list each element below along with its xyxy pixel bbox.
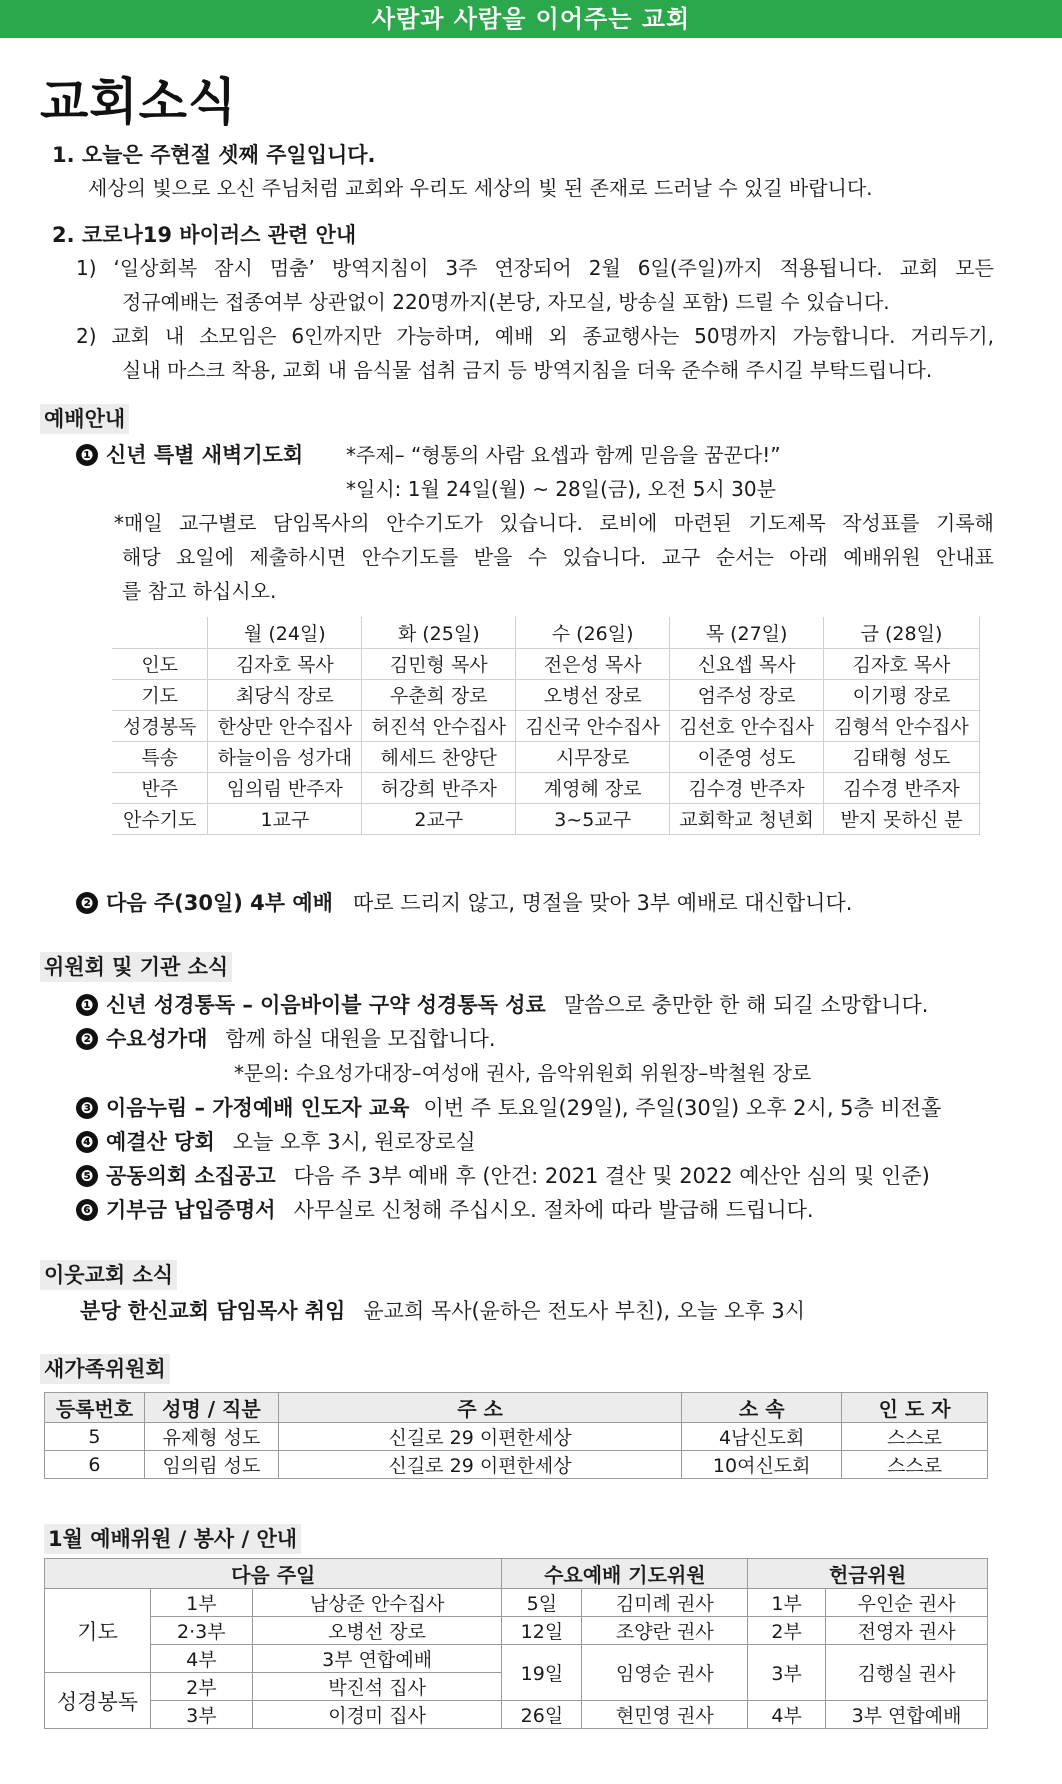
committee-item-body: 오늘 오후 3시, 원로장로실 xyxy=(232,1130,476,1154)
newfamily-header-cell: 주 소 xyxy=(278,1393,681,1423)
schedule-cell: 김선호 안수집사 xyxy=(670,710,824,741)
schedule-header-cell xyxy=(112,617,208,648)
date-cell: 12일 xyxy=(502,1617,582,1645)
notice-1-body: 세상의 빛으로 오신 주님처럼 교회와 우리도 세상의 빛 된 존재로 드러날 수 있길 바랍니다. xyxy=(88,176,873,200)
schedule-cell: 허진석 안수집사 xyxy=(362,710,516,741)
person-cell: 오병선 장로 xyxy=(252,1617,502,1645)
schedule-cell: 엄주성 장로 xyxy=(670,679,824,710)
newfamily-cell: 6 xyxy=(45,1451,145,1479)
notice-1-heading: 1. 오늘은 주현절 셋째 주일입니다. xyxy=(52,143,376,167)
date-cell: 5일 xyxy=(502,1589,582,1617)
schedule-cell: 김수경 반주자 xyxy=(670,772,824,803)
schedule-cell: 이준영 성도 xyxy=(670,741,824,772)
person-cell: 남상준 안수집사 xyxy=(252,1589,502,1617)
committee-item-3 xyxy=(76,1091,941,1125)
number-3-badge: ❸ xyxy=(76,1097,98,1119)
schedule-row-label: 성경봉독 xyxy=(112,710,208,741)
schedule-cell: 헤세드 찬양단 xyxy=(362,741,516,772)
newfamily-cell: 스스로 xyxy=(842,1451,988,1479)
table-row xyxy=(45,1423,988,1451)
schedule-cell: 김신국 안수집사 xyxy=(516,710,670,741)
schedule-cell: 김자호 목사 xyxy=(208,648,362,679)
january-header-row xyxy=(45,1559,988,1589)
newfamily-cell: 스스로 xyxy=(842,1423,988,1451)
schedule-cell: 허강희 반주자 xyxy=(362,772,516,803)
table-row xyxy=(112,741,980,772)
committee-item-body: 다음 주 3부 예배 후 (안건: 2021 결산 및 2022 예산안 심의 및 인준) xyxy=(293,1164,930,1188)
next-week-4th-service-body: 따로 드리지 않고, 명절을 맞아 3부 예배로 대신합니다. xyxy=(352,891,853,915)
notice-2-item-2-line-2: 실내 마스크 착용, 교회 내 음식물 섭취 금지 등 방역지침을 더욱 준수해 주시길 부탁드립니다. xyxy=(122,358,933,382)
worship-section-heading: 예배안내 xyxy=(40,404,129,434)
dawn-prayer-schedule-table xyxy=(112,617,980,835)
newfamily-cell: 유제형 성도 xyxy=(144,1423,278,1451)
schedule-cell: 김민형 목사 xyxy=(362,648,516,679)
newfamily-header-cell: 등록번호 xyxy=(45,1393,145,1423)
schedule-row-label: 기도 xyxy=(112,679,208,710)
committee-item-body: 사무실로 신청해 주십시오. 절차에 따라 발급해 드립니다. xyxy=(293,1198,814,1222)
number-1-badge: ❶ xyxy=(76,444,98,466)
committee-section-heading: 위원회 및 기관 소식 xyxy=(40,952,232,982)
person-cell: 3부 연합예배 xyxy=(252,1645,502,1673)
notice-2-item-1-line-2: 정규예배는 접종여부 상관없이 220명까지(본당, 자모실, 방송실 포함) 드릴 수 있습니다. xyxy=(122,290,890,314)
schedule-cell: 김수경 반주자 xyxy=(824,772,980,803)
dawn-prayer-note-line-1: *매일 교구별로 담임목사의 안수기도가 있습니다. 로비에 마련된 기도제목 작성표를 기록해 xyxy=(114,511,994,535)
committee-item-6 xyxy=(76,1193,814,1227)
choir-contact: *문의: 수요성가대장–여성애 권사, 음악위원회 위원장–박철원 장로 xyxy=(234,1061,812,1085)
number-2-badge: ❷ xyxy=(76,892,98,914)
table-row xyxy=(45,1589,988,1617)
newfamily-cell: 10여신도회 xyxy=(682,1451,842,1479)
newfamily-table xyxy=(44,1392,988,1479)
table-row xyxy=(112,648,980,679)
committee-item-body: 함께 하실 대원을 모집합니다. xyxy=(225,1027,496,1051)
january-worship-table xyxy=(44,1558,988,1729)
table-row xyxy=(45,1645,988,1673)
schedule-cell: 김형석 안수집사 xyxy=(824,710,980,741)
schedule-cell: 임의림 반주자 xyxy=(208,772,362,803)
number-2-badge: ❷ xyxy=(76,1028,98,1050)
table-row xyxy=(112,710,980,741)
table-row xyxy=(45,1701,988,1729)
schedule-row-label: 안수기도 xyxy=(112,803,208,834)
date-cell: 26일 xyxy=(502,1701,582,1729)
schedule-cell: 오병선 장로 xyxy=(516,679,670,710)
notice-2-heading: 2. 코로나19 바이러스 관련 안내 xyxy=(52,223,357,247)
header-banner: 사람과 사람을 이어주는 교회 xyxy=(0,0,1062,38)
schedule-cell: 최당식 장로 xyxy=(208,679,362,710)
newfamily-header-row xyxy=(45,1393,988,1423)
next-sunday-header: 다음 주일 xyxy=(45,1559,502,1589)
table-row xyxy=(45,1617,988,1645)
number-4-badge: ❹ xyxy=(76,1131,98,1153)
newfamily-header-cell: 소 속 xyxy=(682,1393,842,1423)
schedule-cell: 우춘희 장로 xyxy=(362,679,516,710)
number-6-badge: ❻ xyxy=(76,1199,98,1221)
schedule-cell: 3~5교구 xyxy=(516,803,670,834)
schedule-cell: 김태형 성도 xyxy=(824,741,980,772)
person-cell: 김미례 권사 xyxy=(582,1589,748,1617)
committee-item-2 xyxy=(76,1022,496,1056)
committee-item-5 xyxy=(76,1159,930,1193)
committee-item-body: 말씀으로 충만한 한 해 되길 소망합니다. xyxy=(563,993,929,1017)
dawn-prayer-date: *일시: 1월 24일(월) ~ 28일(금), 오전 5시 30분 xyxy=(346,477,776,501)
schedule-cell: 한상만 안수집사 xyxy=(208,710,362,741)
schedule-header-cell: 목 (27일) xyxy=(670,617,824,648)
schedule-cell: 2교구 xyxy=(362,803,516,834)
schedule-cell: 하늘이음 성가대 xyxy=(208,741,362,772)
committee-item-body: 이번 주 토요일(29일), 주일(30일) 오후 2시, 5층 비전홀 xyxy=(423,1096,942,1120)
schedule-cell: 신요셉 목사 xyxy=(670,648,824,679)
schedule-cell: 김자호 목사 xyxy=(824,648,980,679)
newfamily-header-cell: 성명 / 직분 xyxy=(144,1393,278,1423)
dawn-prayer-note-line-3: 를 참고 하십시오. xyxy=(122,579,277,603)
number-1-badge: ❶ xyxy=(76,994,98,1016)
person-cell: 이경미 집사 xyxy=(252,1701,502,1729)
person-cell: 임영순 권사 xyxy=(582,1645,748,1701)
newfamily-section-heading: 새가족위원회 xyxy=(40,1354,170,1384)
committee-item-1 xyxy=(76,988,928,1022)
prayer-label: 기도 xyxy=(45,1589,151,1673)
dawn-prayer-theme: *주제– “형통의 사람 요셉과 함께 믿음을 꿈꾼다!” xyxy=(346,443,781,467)
person-cell: 3부 연합예배 xyxy=(826,1701,988,1729)
schedule-cell: 1교구 xyxy=(208,803,362,834)
service-cell: 2·3부 xyxy=(150,1617,252,1645)
worship-item-1-heading xyxy=(76,438,303,472)
person-cell: 조양란 권사 xyxy=(582,1617,748,1645)
schedule-header-cell: 월 (24일) xyxy=(208,617,362,648)
schedule-cell: 계영혜 장로 xyxy=(516,772,670,803)
dawn-prayer-note-line-2: 해당 요일에 제출하시면 안수기도를 받을 수 있습니다. 교구 순서는 아래 예배위원 안내표 xyxy=(122,545,994,569)
service-cell: 3부 xyxy=(748,1645,826,1701)
reading-label: 성경봉독 xyxy=(45,1673,151,1729)
committee-item-title: 신년 성경통독 – 이음바이블 구약 성경통독 성료 xyxy=(106,993,546,1017)
neighbor-news-body: 윤교희 목사(윤하은 전도사 부친), 오늘 오후 3시 xyxy=(363,1299,805,1323)
service-cell: 1부 xyxy=(748,1589,826,1617)
person-cell: 현민영 권사 xyxy=(582,1701,748,1729)
committee-item-title: 기부금 납입증명서 xyxy=(106,1198,276,1222)
person-cell: 전영자 권사 xyxy=(826,1617,988,1645)
offering-header: 헌금위원 xyxy=(748,1559,988,1589)
service-cell: 2부 xyxy=(748,1617,826,1645)
person-cell: 우인순 권사 xyxy=(826,1589,988,1617)
newfamily-cell: 4남신도회 xyxy=(682,1423,842,1451)
schedule-row-label: 인도 xyxy=(112,648,208,679)
neighbor-news-title: 분당 한신교회 담임목사 취임 xyxy=(80,1299,346,1323)
neighbor-news xyxy=(80,1294,805,1328)
newfamily-cell: 임의림 성도 xyxy=(144,1451,278,1479)
service-cell: 4부 xyxy=(748,1701,826,1729)
notice-2-item-1-line-1: 1) ‘일상회복 잠시 멈춤’ 방역지침이 3주 연장되어 2월 6일(주일)까지 적용됩니다. 교회 모든 xyxy=(76,256,994,280)
table-row xyxy=(112,679,980,710)
committee-item-4 xyxy=(76,1125,476,1159)
schedule-header-cell: 금 (28일) xyxy=(824,617,980,648)
newfamily-cell: 5 xyxy=(45,1423,145,1451)
committee-item-title: 공동의회 소집공고 xyxy=(106,1164,276,1188)
person-cell: 박진석 집사 xyxy=(252,1673,502,1701)
table-row xyxy=(112,772,980,803)
table-row xyxy=(45,1451,988,1479)
neighbor-section-heading: 이웃교회 소식 xyxy=(40,1260,177,1290)
service-cell: 3부 xyxy=(150,1701,252,1729)
person-cell: 김행실 권사 xyxy=(826,1645,988,1701)
schedule-row-label: 반주 xyxy=(112,772,208,803)
schedule-cell: 교회학교 청년회 xyxy=(670,803,824,834)
date-cell: 19일 xyxy=(502,1645,582,1701)
committee-item-title: 예결산 당회 xyxy=(106,1130,215,1154)
schedule-header-row xyxy=(112,617,980,648)
schedule-header-cell: 화 (25일) xyxy=(362,617,516,648)
service-cell: 4부 xyxy=(150,1645,252,1673)
page-title: 교회소식 xyxy=(40,72,238,131)
schedule-cell: 받지 못하신 분 xyxy=(824,803,980,834)
newfamily-cell: 신길로 29 이편한세상 xyxy=(278,1451,681,1479)
service-cell: 1부 xyxy=(150,1589,252,1617)
service-cell: 2부 xyxy=(150,1673,252,1701)
table-row xyxy=(112,803,980,834)
committee-item-title: 이음누림 – 가정예배 인도자 교육 xyxy=(106,1096,410,1120)
number-5-badge: ❺ xyxy=(76,1165,98,1187)
newfamily-header-cell: 인 도 자 xyxy=(842,1393,988,1423)
schedule-cell: 이기평 장로 xyxy=(824,679,980,710)
schedule-cell: 시무장로 xyxy=(516,741,670,772)
schedule-cell: 전은성 목사 xyxy=(516,648,670,679)
newfamily-cell: 신길로 29 이편한세상 xyxy=(278,1423,681,1451)
next-week-4th-service-title: 다음 주(30일) 4부 예배 xyxy=(106,891,333,915)
schedule-row-label: 특송 xyxy=(112,741,208,772)
january-section-heading: 1월 예배위원 / 봉사 / 안내 xyxy=(44,1524,301,1554)
schedule-header-cell: 수 (26일) xyxy=(516,617,670,648)
wednesday-prayer-header: 수요예배 기도위원 xyxy=(502,1559,748,1589)
notice-2-item-2-line-1: 2) 교회 내 소모임은 6인까지만 가능하며, 예배 외 종교행사는 50명까지 가능합니다. 거리두기, xyxy=(76,324,994,348)
worship-item-2 xyxy=(76,886,852,920)
committee-item-title: 수요성가대 xyxy=(106,1027,208,1051)
dawn-prayer-title: 신년 특별 새벽기도회 xyxy=(106,443,304,467)
